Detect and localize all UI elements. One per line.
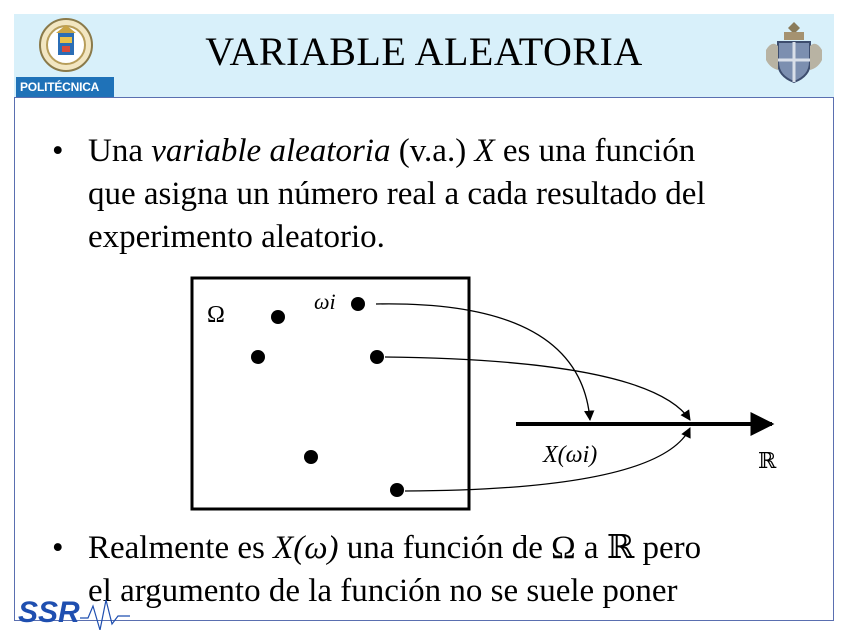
sample-point [304,450,318,464]
symbol-x: X [273,530,294,566]
ssr-logo-text: SSR [18,596,80,629]
page-title: VARIABLE ALEATORIA [205,29,643,74]
bullet1-line1: Una variable aleatoria (v.a.) X es una función [88,133,696,169]
upm-logo-caption: POLITÉCNICA [16,77,114,97]
bullet-marker: • [52,530,64,566]
ssr-logo [18,590,138,630]
mapping-arrow [385,357,690,420]
sample-point [251,350,265,364]
bullet1-line2: que asigna un número real a cada resultado del [88,176,706,212]
reals-label: ℝ [758,449,777,474]
x-of-omega-i-label: X(ωi) [543,442,598,468]
omega-i-label: ωi [314,289,336,314]
sample-point [271,310,285,324]
mapping-arrow [376,304,590,420]
sample-point-omega-i [351,297,365,311]
symbol-x: X [474,133,495,169]
sample-point [390,483,404,497]
bullet1-line3: experimento aleatorio. [88,219,385,255]
omega-label: Ω [207,302,225,328]
bullet2-line1: Realmente es X(ω) una función de Ω a ℝ pero [88,530,702,566]
bullet2-line2: el argumento de la función no se suele poner [88,573,678,609]
sample-point [370,350,384,364]
bullet-marker: • [52,133,64,169]
term-variable-aleatoria: variable aleatoria [151,133,391,169]
waveform-icon [80,600,130,630]
